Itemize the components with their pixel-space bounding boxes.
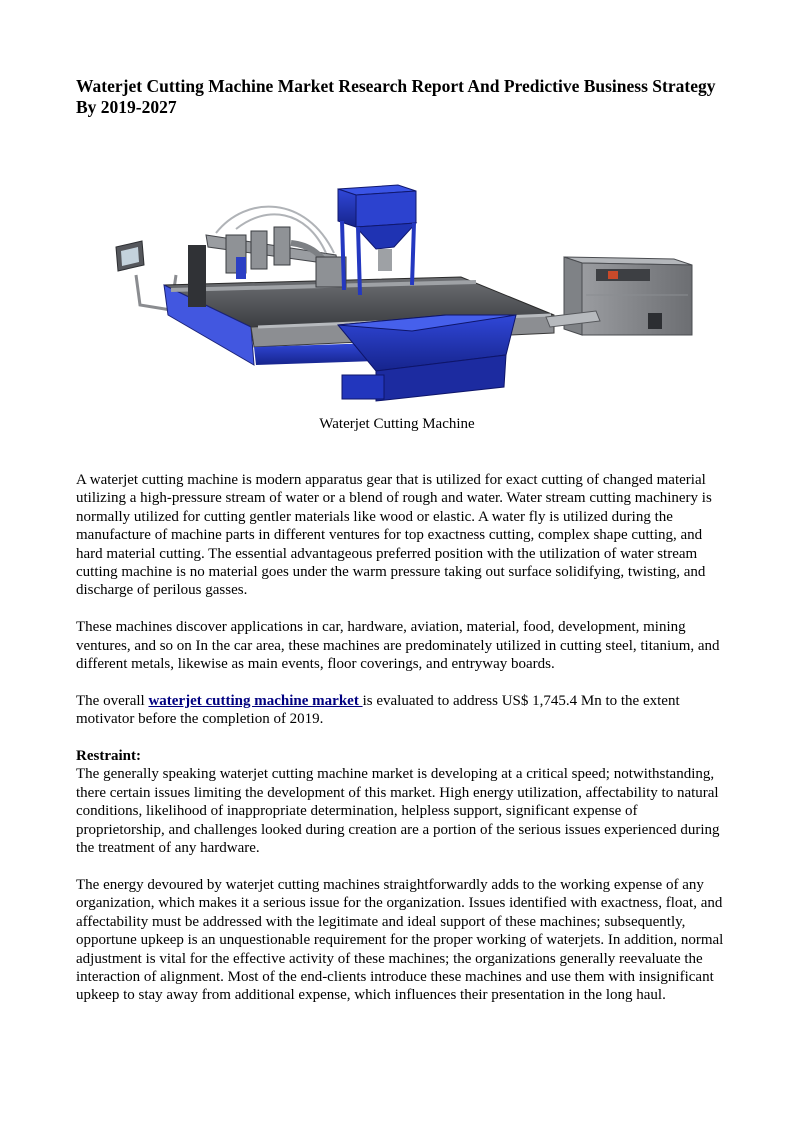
figure-caption: Waterjet Cutting Machine: [319, 416, 475, 432]
pump-unit: [546, 257, 692, 335]
paragraph-applications: These machines discover applications in car, hardware, aviation, material, food, development, mining ventures, and so on In the car area, these machines are predominately utilized in cutting steel, titanium, and different metals, likewise as main events, floor coverings, and entryway boards.: [76, 619, 720, 673]
waterjet-machine-image: [76, 165, 718, 415]
paragraph-intro: A waterjet cutting machine is modern apparatus gear that is utilized for exact cutting of changed material utilizing a high-pressure stream of water or a blend of rough and water. Water stream cutting machinery is normally utilized for cutting gentler materials like wood or elastic. A water fly is utilized during the manufacture of machine parts in different ventures for top exactness cutting, complex shape cutting, and hard material cutting. The essential advantageous preferred position with the utilization of water stream cutting machine is no material goes under the warm pressure taking out surface solidifying, twisting, and discharge of perilous gasses.: [76, 472, 712, 599]
market-value-prefix: The overall: [76, 692, 149, 709]
restraint-heading: Restraint:: [76, 748, 141, 765]
paragraph-market-value: [76, 692, 724, 729]
page-title: Waterjet Cutting Machine Market Research Report And Predictive Business Strategy By 2019-2027: [76, 76, 716, 117]
catcher-tank: [338, 315, 516, 401]
paragraph-restraint: The generally speaking waterjet cutting machine market is developing at a critical speed; notwithstanding, there certain issues limiting the development of this market. High energy utilization, affectability to natural conditions, likelihood of inappropriate determination, helpless support, significant expense of proprietorship, and challenges looked during creation are a portion of the serious issues experienced during the treatment of any hardware.: [76, 766, 720, 857]
market-report-link[interactable]: waterjet cutting machine market: [148, 692, 363, 709]
paragraph-energy: The energy devoured by waterjet cutting machines straightforwardly adds to the working expense of any organization, which makes it a serious issue for the organization. Issues identified with exactness, float, and affectability must be addressed with the legitimate and ideal support of these machines; subsequently, opportune upkeep is an unquestionable requirement for the proper working of waterjets. In addition, normal adjustment is vital for the effective activity of these machines; the organizations generally reevaluate the interaction of alignment. Most of the end-clients introduce these machines and use them with insignificant upkeep to stay away from additional expense, which influences their presentation in the long haul.: [76, 876, 724, 1004]
article-body: [76, 471, 724, 1023]
market-value-suffix: is evaluated to address US$ 1,745.4 Mn to the extent motivator before the completion of 2019.: [76, 692, 680, 728]
